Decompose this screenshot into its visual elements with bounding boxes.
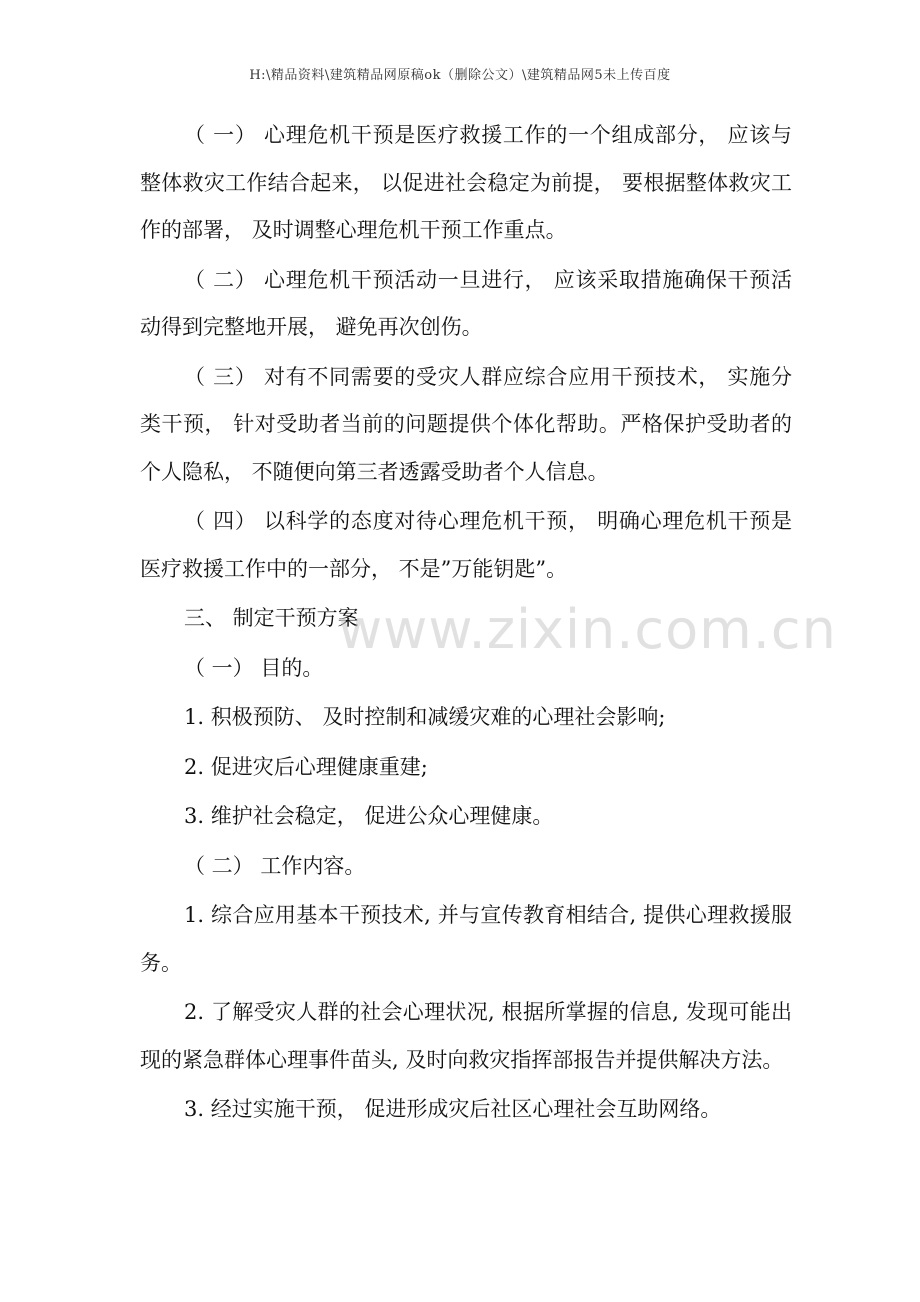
purpose-item-1: 1. 积极预防、 及时控制和减缓灾难的心理社会影响;: [184, 705, 666, 729]
document-body: [140, 112, 792, 1136]
paragraph-principle-4: （ 四） 以科学的态度对待心理危机干预， 明确心理危机干预是医疗救援工作中的一部分， 不是”万能钥匙”。: [140, 509, 792, 581]
purpose-item-3: 3. 维护社会稳定， 促进公众心理健康。: [184, 804, 554, 828]
paragraph-principle-3: （ 三） 对有不同需要的受灾人群应综合应用干预技术， 实施分类干预， 针对受助者当前的问题提供个体化帮助。严格保护受助者的个人隐私， 不随便向第三者透露受助者个人信息。: [140, 364, 792, 484]
purpose-item-2: 2. 促进灾后心理健康重建;: [184, 754, 428, 779]
watermark: www.zixin.com.cn: [338, 598, 837, 661]
section-heading-plan: 三、 制定干预方案: [184, 606, 359, 630]
work-item-3: 3. 经过实施干预， 促进形成灾后社区心理社会互助网络。: [184, 1097, 722, 1121]
subheading-work-content: （ 二） 工作内容。: [184, 853, 366, 878]
subheading-purpose: （ 一） 目的。: [184, 655, 324, 680]
paragraph-principle-1: （ 一） 心理危机干预是医疗救援工作的一个组成部分， 应该与整体救灾工作结合起来， 以促进社会稳定为前提， 要根据整体救灾工作的部署， 及时调整心理危机干预工作重点。: [140, 123, 792, 242]
file-path-header: H:\精品资料\建筑精品网原稿ok（删除公文）\建筑精品网5未上传百度: [249, 68, 671, 83]
work-item-2: 2. 了解受灾人群的社会心理状况, 根据所掌握的信息, 发现可能出现的紧急群体心理事件苗头, 及时向救灾指挥部报告并提供解决方法。: [140, 1000, 792, 1072]
paragraph-principle-2: （ 二） 心理危机干预活动一旦进行， 应该采取措施确保干预活动得到完整地开展， 避免再次创伤。: [140, 267, 792, 339]
work-item-1: 1. 综合应用基本干预技术, 并与宣传教育相结合, 提供心理救援服务。: [140, 903, 792, 975]
